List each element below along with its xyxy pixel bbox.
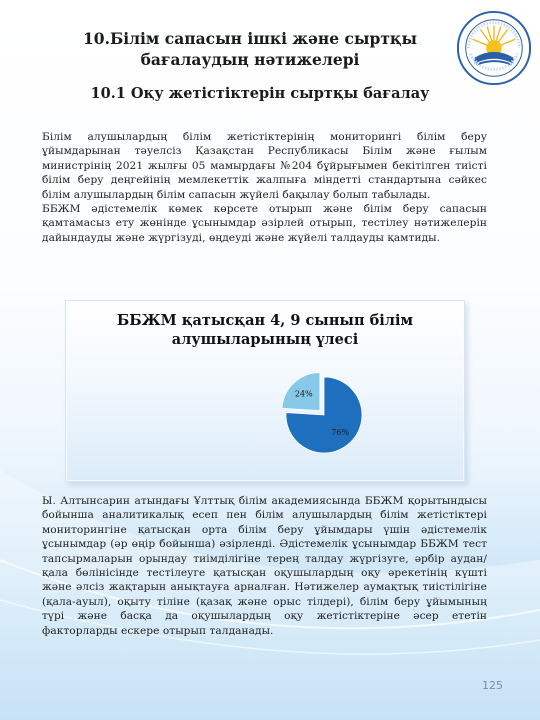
- intro-paragraph-part1: Білім алушылардың білім жетістіктерінің мониторингі білім беру ұйымдарынан тәуелсіз Қазақстан Республикасы Білім және ғылым министрінің 2021 жылғы 05 мамырдағы №204 бұйрығымен бекітілген тиісті білім беру деңгейінің мемлекеттік жалпыға міндетті стандартына сәйкес білім алушылардың білім сапасын жүйелі бақылау болып табылады.: [42, 131, 487, 201]
- page-title-line2: бағалаудың нәтижелері: [140, 50, 360, 69]
- pie-label-76: 76%: [331, 428, 350, 438]
- analysis-paragraph-text: Ы. Алтынсарин атындағы Ұлттық білім академиясында ББЖМ қорытындысы бойынша аналитикалық есеп пен білім алушылардың білім жетістіктері мониторингіне қатысқан орта білім беру ұйымдары үшін әдістемелік ұсынымдар (әр өңір бойынша) әзірленді. Әдістемелік ұсынымдар ББЖМ тест тапсырмаларын орындау тиімділігіне терең талдау жүргізуге, әрбір аудан/қала бөлінісінде тестілеуге қатысқан оқушылардың оқу әрекетінің күшті және әлсіз жақтарын анықтауға арналған. Нәтижелер аумақтық тиістілігіне (қала-ауыл), оқыту тіліне (қазақ және орыс тілдері), білім беру ұйымының түрі және басқа да оқушылардың оқу жетістіктеріне әсер ететін факторларды ескере отырып талданады.: [42, 495, 487, 637]
- intro-paragraph-part2: ББЖМ әдістемелік көмек көрсете отырып және білім беру сапасын қамтамасыз ету жөнінде ұсынымдар әзірлей отырып, тестілеу нәтижелерін дайындауды және жүргізуді, өңдеуді және жүйелі талдауды қамтиды.: [42, 203, 487, 244]
- chart-title: ББЖМ қатысқан 4, 9 сынып білім алушыларының үлесі: [116, 312, 414, 348]
- page-number: 125: [482, 679, 503, 692]
- section-subtitle: 10.1 Оқу жетістіктерін сыртқы бағалау: [90, 85, 430, 102]
- page-title: [60, 28, 440, 70]
- analysis-paragraph: [42, 494, 487, 638]
- academy-seal-logo: [455, 9, 533, 87]
- pie-chart: [66, 301, 464, 481]
- intro-paragraph: [42, 130, 487, 245]
- page-title-line1: 10.Білім сапасын ішкі және сыртқы: [83, 29, 417, 48]
- pie-label-24: 24%: [294, 389, 313, 399]
- pie-chart-panel: [65, 300, 465, 482]
